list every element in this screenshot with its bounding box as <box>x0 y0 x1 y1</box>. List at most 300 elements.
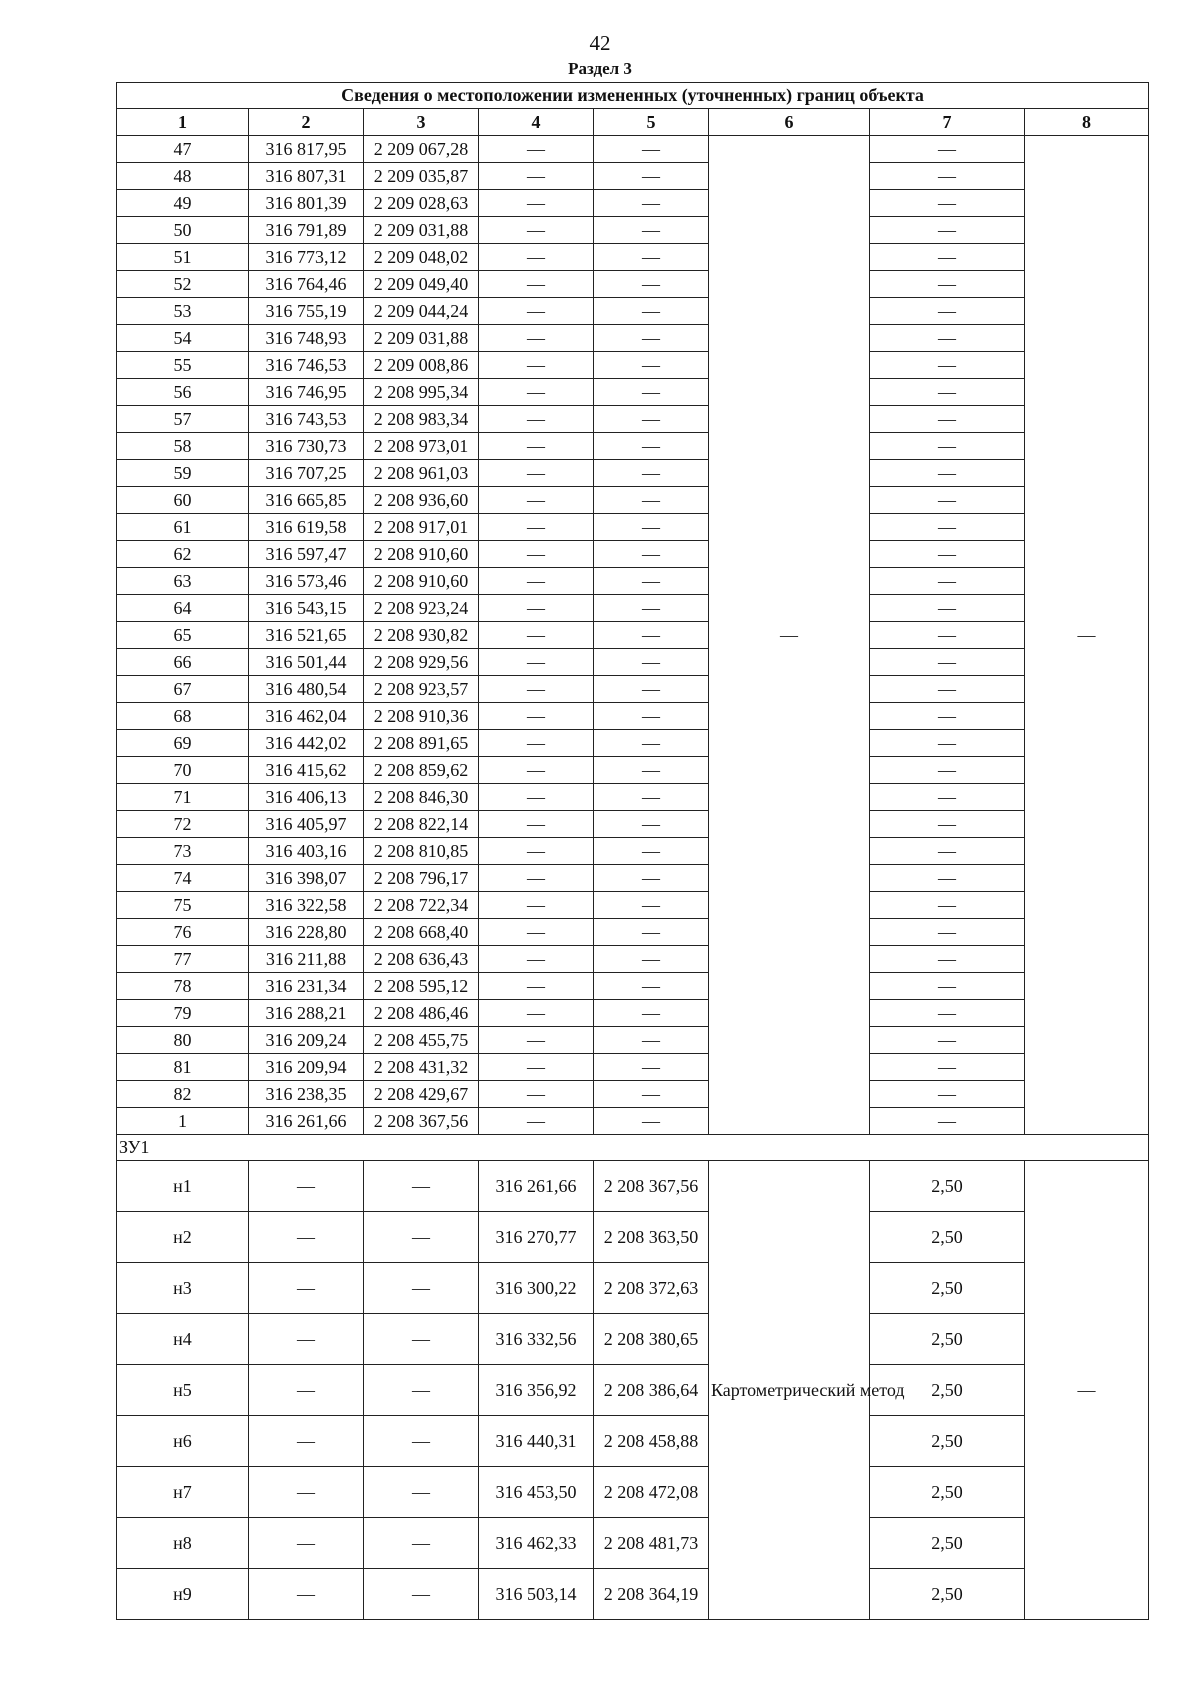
cell-col-3: 2 209 031,88 <box>364 325 479 352</box>
cell-col-4: — <box>479 298 594 325</box>
cell-col-3: 2 209 067,28 <box>364 136 479 163</box>
cell-col-4: — <box>479 352 594 379</box>
cell-col-5: — <box>594 433 709 460</box>
cell-col-3: 2 209 035,87 <box>364 163 479 190</box>
cell-col-4: — <box>479 649 594 676</box>
cell-col-2: 316 665,85 <box>249 487 364 514</box>
cell-col-3: 2 208 367,56 <box>364 1108 479 1135</box>
cell-col-2: 316 597,47 <box>249 541 364 568</box>
cell-col-7: — <box>870 973 1025 1000</box>
table-row <box>117 1108 1149 1135</box>
cell-col-4: — <box>479 595 594 622</box>
cell-col-7: — <box>870 1054 1025 1081</box>
table-row <box>117 757 1149 784</box>
cell-col-4: 316 270,77 <box>479 1212 594 1263</box>
cell-col-1: 49 <box>117 190 249 217</box>
cell-col-3: — <box>364 1569 479 1620</box>
cell-col-5: — <box>594 244 709 271</box>
cell-col-3: 2 209 031,88 <box>364 217 479 244</box>
table-row <box>117 811 1149 838</box>
column-header-8: 8 <box>1025 109 1149 136</box>
cell-col-7: — <box>870 379 1025 406</box>
cell-col-5: — <box>594 406 709 433</box>
cell-col-3: 2 208 822,14 <box>364 811 479 838</box>
cell-col-5: — <box>594 460 709 487</box>
cell-col-7: — <box>870 622 1025 649</box>
cell-col-1: 48 <box>117 163 249 190</box>
cell-col-5: — <box>594 730 709 757</box>
cell-col-7: — <box>870 730 1025 757</box>
cell-col-3: 2 208 846,30 <box>364 784 479 811</box>
cell-col-1: 53 <box>117 298 249 325</box>
cell-col-4: 316 300,22 <box>479 1263 594 1314</box>
cell-col-3: — <box>364 1212 479 1263</box>
boundary-table <box>116 82 1149 1620</box>
cell-col-2: 316 746,53 <box>249 352 364 379</box>
cell-col-1: н1 <box>117 1161 249 1212</box>
cell-col-3: — <box>364 1314 479 1365</box>
cell-col-2: 316 480,54 <box>249 676 364 703</box>
cell-col-4: — <box>479 811 594 838</box>
cell-col-2: 316 707,25 <box>249 460 364 487</box>
cell-col-5: — <box>594 1027 709 1054</box>
cell-col-3: 2 208 722,34 <box>364 892 479 919</box>
cell-col-3: 2 209 008,86 <box>364 352 479 379</box>
cell-col-3: 2 208 973,01 <box>364 433 479 460</box>
cell-col-2: 316 406,13 <box>249 784 364 811</box>
column-header-1: 1 <box>117 109 249 136</box>
group-label: ЗУ1 <box>117 1135 1149 1161</box>
cell-col-7: — <box>870 1000 1025 1027</box>
cell-col-2: 316 415,62 <box>249 757 364 784</box>
cell-col-1: 64 <box>117 595 249 622</box>
column-header-6: 6 <box>709 109 870 136</box>
cell-col-1: 58 <box>117 433 249 460</box>
cell-col-2: 316 521,65 <box>249 622 364 649</box>
cell-col-3: 2 209 028,63 <box>364 190 479 217</box>
cell-col-4: 316 503,14 <box>479 1569 594 1620</box>
cell-col-1: 75 <box>117 892 249 919</box>
cell-col-2: — <box>249 1467 364 1518</box>
cell-col-4: — <box>479 460 594 487</box>
cell-col-3: 2 208 923,57 <box>364 676 479 703</box>
cell-col-7: 2,50 <box>870 1416 1025 1467</box>
cell-col-4: 316 453,50 <box>479 1467 594 1518</box>
cell-col-3: 2 208 810,85 <box>364 838 479 865</box>
cell-col-3: 2 209 049,40 <box>364 271 479 298</box>
cell-col-3: 2 208 910,60 <box>364 568 479 595</box>
cell-col-7: — <box>870 757 1025 784</box>
cell-col-3: 2 208 910,60 <box>364 541 479 568</box>
cell-col-5: — <box>594 838 709 865</box>
cell-col-7: 2,50 <box>870 1263 1025 1314</box>
cell-col-1: 73 <box>117 838 249 865</box>
cell-col-5: 2 208 458,88 <box>594 1416 709 1467</box>
cell-col-1: н9 <box>117 1569 249 1620</box>
table-row <box>117 325 1149 352</box>
cell-col-5: — <box>594 865 709 892</box>
cell-col-1: 65 <box>117 622 249 649</box>
merged-col-8: — <box>1025 1161 1149 1620</box>
table-row <box>117 784 1149 811</box>
page-number: 42 <box>589 31 611 55</box>
cell-col-4: — <box>479 757 594 784</box>
cell-col-7: — <box>870 838 1025 865</box>
cell-col-3: 2 208 961,03 <box>364 460 479 487</box>
cell-col-2: 316 748,93 <box>249 325 364 352</box>
cell-col-4: — <box>479 487 594 514</box>
cell-col-5: — <box>594 919 709 946</box>
cell-col-2: 316 543,15 <box>249 595 364 622</box>
table-title: Сведения о местоположении измененных (уточненных) границ объекта <box>117 83 1149 109</box>
table-row <box>117 1054 1149 1081</box>
cell-col-7: 2,50 <box>870 1365 1025 1416</box>
cell-col-1: 47 <box>117 136 249 163</box>
cell-col-4: 316 356,92 <box>479 1365 594 1416</box>
cell-col-2: 316 405,97 <box>249 811 364 838</box>
table-row <box>117 676 1149 703</box>
cell-col-2: 316 801,39 <box>249 190 364 217</box>
cell-col-7: — <box>870 136 1025 163</box>
table-row <box>117 460 1149 487</box>
cell-col-4: 316 332,56 <box>479 1314 594 1365</box>
cell-col-1: 76 <box>117 919 249 946</box>
cell-col-5: — <box>594 1081 709 1108</box>
cell-col-4: — <box>479 622 594 649</box>
cell-col-3: 2 208 910,36 <box>364 703 479 730</box>
cell-col-4: — <box>479 1000 594 1027</box>
cell-col-4: — <box>479 406 594 433</box>
cell-col-5: — <box>594 892 709 919</box>
table-row <box>117 649 1149 676</box>
table-row <box>117 568 1149 595</box>
table-row <box>117 298 1149 325</box>
cell-col-1: 52 <box>117 271 249 298</box>
cell-col-7: — <box>870 163 1025 190</box>
cell-col-4: — <box>479 541 594 568</box>
cell-col-2: 316 462,04 <box>249 703 364 730</box>
cell-col-2: 316 209,24 <box>249 1027 364 1054</box>
table-row <box>117 595 1149 622</box>
table-row <box>117 406 1149 433</box>
cell-col-2: — <box>249 1263 364 1314</box>
cell-col-3: 2 208 455,75 <box>364 1027 479 1054</box>
cell-col-1: 70 <box>117 757 249 784</box>
column-header-5: 5 <box>594 109 709 136</box>
cell-col-3: — <box>364 1467 479 1518</box>
cell-col-3: 2 208 983,34 <box>364 406 479 433</box>
table-row <box>117 1518 1149 1569</box>
table-row <box>117 1263 1149 1314</box>
cell-col-2: 316 773,12 <box>249 244 364 271</box>
table-row <box>117 1314 1149 1365</box>
cell-col-3: 2 208 431,32 <box>364 1054 479 1081</box>
cell-col-7: — <box>870 919 1025 946</box>
cell-col-5: — <box>594 973 709 1000</box>
column-header-7: 7 <box>870 109 1025 136</box>
table-row <box>117 379 1149 406</box>
cell-col-5: 2 208 481,73 <box>594 1518 709 1569</box>
cell-col-3: 2 208 595,12 <box>364 973 479 1000</box>
cell-col-5: — <box>594 784 709 811</box>
column-header-4: 4 <box>479 109 594 136</box>
cell-col-2: 316 619,58 <box>249 514 364 541</box>
cell-col-2: 316 791,89 <box>249 217 364 244</box>
cell-col-2: 316 807,31 <box>249 163 364 190</box>
cell-col-1: 77 <box>117 946 249 973</box>
table-row <box>117 703 1149 730</box>
cell-col-7: — <box>870 460 1025 487</box>
cell-col-5: — <box>594 136 709 163</box>
cell-col-4: — <box>479 568 594 595</box>
cell-col-1: н8 <box>117 1518 249 1569</box>
cell-col-5: — <box>594 325 709 352</box>
cell-col-5: 2 208 386,64 <box>594 1365 709 1416</box>
cell-col-1: 55 <box>117 352 249 379</box>
cell-col-2: 316 231,34 <box>249 973 364 1000</box>
cell-col-4: — <box>479 784 594 811</box>
cell-col-2: — <box>249 1212 364 1263</box>
cell-col-4: — <box>479 1027 594 1054</box>
merged-col-8: — <box>1025 136 1149 1135</box>
cell-col-5: — <box>594 379 709 406</box>
cell-col-2: — <box>249 1416 364 1467</box>
cell-col-5: — <box>594 514 709 541</box>
cell-col-1: н2 <box>117 1212 249 1263</box>
cell-col-7: — <box>870 784 1025 811</box>
cell-col-5: — <box>594 217 709 244</box>
cell-col-2: 316 817,95 <box>249 136 364 163</box>
cell-col-4: — <box>479 676 594 703</box>
cell-col-1: 59 <box>117 460 249 487</box>
cell-col-7: — <box>870 487 1025 514</box>
cell-col-4: — <box>479 433 594 460</box>
cell-col-1: 60 <box>117 487 249 514</box>
cell-col-7: — <box>870 244 1025 271</box>
table-row <box>117 730 1149 757</box>
cell-col-2: 316 764,46 <box>249 271 364 298</box>
cell-col-5: 2 208 472,08 <box>594 1467 709 1518</box>
cell-col-2: 316 228,80 <box>249 919 364 946</box>
cell-col-7: 2,50 <box>870 1161 1025 1212</box>
cell-col-2: — <box>249 1569 364 1620</box>
cell-col-4: — <box>479 865 594 892</box>
cell-col-7: — <box>870 676 1025 703</box>
cell-col-2: 316 743,53 <box>249 406 364 433</box>
table-row <box>117 1467 1149 1518</box>
cell-col-4: — <box>479 838 594 865</box>
cell-col-4: — <box>479 136 594 163</box>
table-row <box>117 163 1149 190</box>
cell-col-7: 2,50 <box>870 1314 1025 1365</box>
column-header-3: 3 <box>364 109 479 136</box>
cell-col-7: — <box>870 1081 1025 1108</box>
cell-col-2: 316 746,95 <box>249 379 364 406</box>
cell-col-4: — <box>479 190 594 217</box>
cell-col-2: 316 261,66 <box>249 1108 364 1135</box>
cell-col-1: н7 <box>117 1467 249 1518</box>
cell-col-5: — <box>594 568 709 595</box>
cell-col-4: 316 462,33 <box>479 1518 594 1569</box>
cell-col-7: 2,50 <box>870 1467 1025 1518</box>
cell-col-3: 2 208 796,17 <box>364 865 479 892</box>
cell-col-3: — <box>364 1263 479 1314</box>
table-row <box>117 973 1149 1000</box>
cell-col-1: 78 <box>117 973 249 1000</box>
table-row <box>117 1000 1149 1027</box>
cell-col-7: — <box>870 190 1025 217</box>
cell-col-3: 2 208 486,46 <box>364 1000 479 1027</box>
cell-col-5: — <box>594 595 709 622</box>
cell-col-3: 2 208 930,82 <box>364 622 479 649</box>
table-row <box>117 838 1149 865</box>
cell-col-1: 82 <box>117 1081 249 1108</box>
cell-col-7: 2,50 <box>870 1569 1025 1620</box>
cell-col-5: — <box>594 676 709 703</box>
table-row <box>117 1161 1149 1212</box>
cell-col-5: — <box>594 1054 709 1081</box>
cell-col-1: 79 <box>117 1000 249 1027</box>
cell-col-2: — <box>249 1314 364 1365</box>
cell-col-3: 2 208 923,24 <box>364 595 479 622</box>
cell-col-1: 62 <box>117 541 249 568</box>
cell-col-3: 2 209 048,02 <box>364 244 479 271</box>
cell-col-4: — <box>479 973 594 1000</box>
cell-col-2: 316 730,73 <box>249 433 364 460</box>
cell-col-5: — <box>594 703 709 730</box>
cell-col-1: н5 <box>117 1365 249 1416</box>
cell-col-7: — <box>870 865 1025 892</box>
cell-col-5: 2 208 380,65 <box>594 1314 709 1365</box>
cell-col-5: — <box>594 622 709 649</box>
cell-col-5: — <box>594 946 709 973</box>
cell-col-5: — <box>594 757 709 784</box>
table-row <box>117 1027 1149 1054</box>
table-row <box>117 514 1149 541</box>
cell-col-1: 72 <box>117 811 249 838</box>
cell-col-2: — <box>249 1518 364 1569</box>
method-cell: Картометрический метод <box>709 1161 870 1620</box>
table-row <box>117 541 1149 568</box>
table-row <box>117 865 1149 892</box>
cell-col-7: — <box>870 433 1025 460</box>
cell-col-7: — <box>870 1108 1025 1135</box>
cell-col-7: — <box>870 595 1025 622</box>
cell-col-4: — <box>479 703 594 730</box>
cell-col-2: 316 755,19 <box>249 298 364 325</box>
cell-col-7: — <box>870 892 1025 919</box>
cell-col-4: 316 261,66 <box>479 1161 594 1212</box>
cell-col-7: — <box>870 946 1025 973</box>
cell-col-1: 80 <box>117 1027 249 1054</box>
table-row <box>117 352 1149 379</box>
cell-col-1: 1 <box>117 1108 249 1135</box>
table-row <box>117 136 1149 163</box>
table-row <box>117 433 1149 460</box>
column-header-2: 2 <box>249 109 364 136</box>
cell-col-7: — <box>870 352 1025 379</box>
cell-col-1: н3 <box>117 1263 249 1314</box>
table-row <box>117 1569 1149 1620</box>
cell-col-7: 2,50 <box>870 1212 1025 1263</box>
table-row <box>117 271 1149 298</box>
cell-col-4: — <box>479 730 594 757</box>
cell-col-4: — <box>479 514 594 541</box>
existing-points-section <box>117 136 1149 1135</box>
cell-col-1: 68 <box>117 703 249 730</box>
cell-col-3: 2 208 429,67 <box>364 1081 479 1108</box>
cell-col-1: 51 <box>117 244 249 271</box>
table-row <box>117 1416 1149 1467</box>
cell-col-2: 316 398,07 <box>249 865 364 892</box>
cell-col-5: — <box>594 487 709 514</box>
cell-col-3: 2 208 859,62 <box>364 757 479 784</box>
cell-col-7: — <box>870 1027 1025 1054</box>
cell-col-7: — <box>870 649 1025 676</box>
cell-col-1: 74 <box>117 865 249 892</box>
cell-col-7: — <box>870 325 1025 352</box>
cell-col-2: 316 288,21 <box>249 1000 364 1027</box>
cell-col-7: — <box>870 298 1025 325</box>
cell-col-2: — <box>249 1161 364 1212</box>
cell-col-1: 50 <box>117 217 249 244</box>
cell-col-1: 61 <box>117 514 249 541</box>
cell-col-3: 2 208 891,65 <box>364 730 479 757</box>
cell-col-4: — <box>479 217 594 244</box>
cell-col-1: 67 <box>117 676 249 703</box>
cell-col-4: — <box>479 892 594 919</box>
merged-col-6: — <box>709 136 870 1135</box>
cell-col-1: 63 <box>117 568 249 595</box>
cell-col-4: — <box>479 271 594 298</box>
cell-col-7: — <box>870 568 1025 595</box>
cell-col-1: н6 <box>117 1416 249 1467</box>
table-row <box>117 244 1149 271</box>
cell-col-5: — <box>594 649 709 676</box>
cell-col-3: — <box>364 1161 479 1212</box>
cell-col-4: 316 440,31 <box>479 1416 594 1467</box>
cell-col-5: — <box>594 190 709 217</box>
column-header-row <box>117 109 1149 136</box>
cell-col-3: 2 208 636,43 <box>364 946 479 973</box>
cell-col-5: — <box>594 163 709 190</box>
cell-col-5: — <box>594 1000 709 1027</box>
cell-col-3: 2 208 917,01 <box>364 514 479 541</box>
cell-col-5: — <box>594 541 709 568</box>
table-row <box>117 1081 1149 1108</box>
table-row <box>117 1365 1149 1416</box>
cell-col-7: — <box>870 541 1025 568</box>
cell-col-4: — <box>479 946 594 973</box>
cell-col-2: 316 501,44 <box>249 649 364 676</box>
cell-col-4: — <box>479 325 594 352</box>
cell-col-2: 316 211,88 <box>249 946 364 973</box>
cell-col-2: 316 322,58 <box>249 892 364 919</box>
cell-col-1: 57 <box>117 406 249 433</box>
cell-col-1: 66 <box>117 649 249 676</box>
cell-col-4: — <box>479 919 594 946</box>
cell-col-4: — <box>479 379 594 406</box>
cell-col-4: — <box>479 1108 594 1135</box>
cell-col-2: 316 238,35 <box>249 1081 364 1108</box>
cell-col-5: — <box>594 811 709 838</box>
section-title: Раздел 3 <box>568 59 632 78</box>
cell-col-5: 2 208 363,50 <box>594 1212 709 1263</box>
new-points-section <box>117 1161 1149 1620</box>
table-row <box>117 919 1149 946</box>
cell-col-7: — <box>870 406 1025 433</box>
cell-col-2: 316 442,02 <box>249 730 364 757</box>
